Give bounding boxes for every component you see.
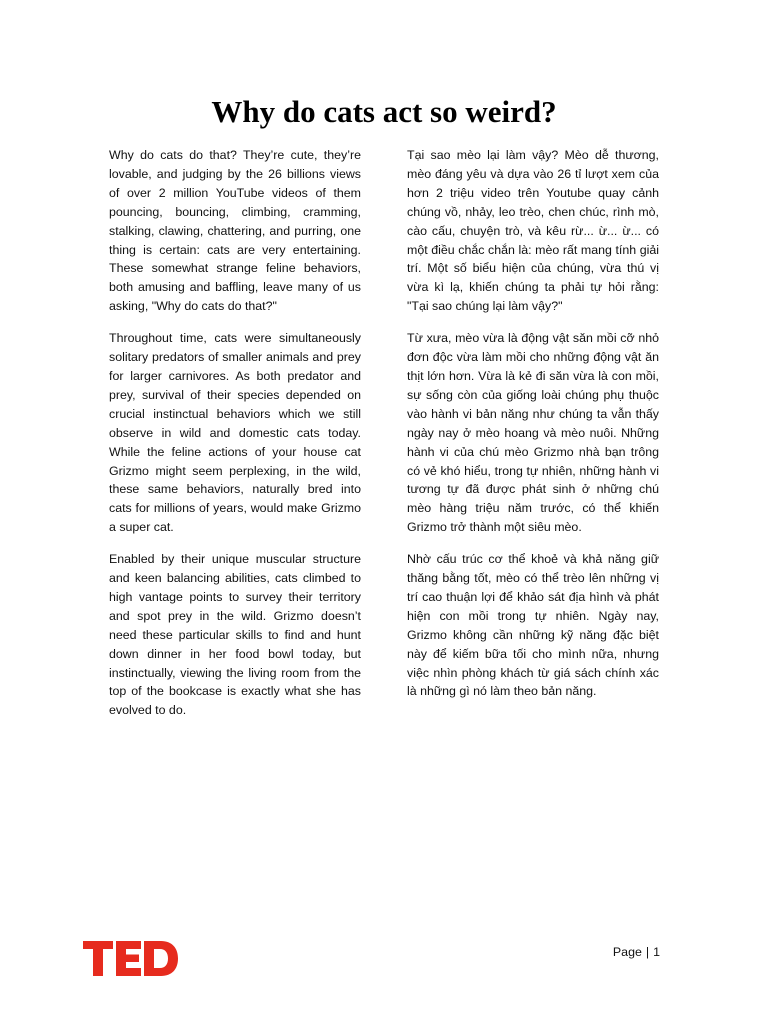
vietnamese-paragraph-1: Tại sao mèo lại làm vậy? Mèo dễ thương, mèo đáng yêu và dựa vào 26 tỉ lượt xem của hơn 2 triệu video trên Youtube quay cảnh chúng vồ, nhảy, leo trèo, chen chúc, rình mò, cào cấu, chuyện trò, và kêu rừ... ừ... ừ... có một điều chắc chắn là: mèo rất mang tính giải trí. Một số biểu hiện của chúng, vừa thú vị vừa kì lạ, khiến chúng ta phải tự hỏi rằng: "Tại sao chúng lại làm vậy?" <box>407 148 659 314</box>
english-column <box>109 146 361 733</box>
ted-logo <box>83 938 179 980</box>
vietnamese-column <box>407 146 659 714</box>
page-separator: | <box>645 945 650 959</box>
vietnamese-paragraph-3: Nhờ cấu trúc cơ thể khoẻ và khả năng giữ thăng bằng tốt, mèo có thể trèo lên những vị trí cao thuận lợi để khảo sát địa hình và phát hiện con mồi trong tự nhiên. Ngày nay, Grizmo không cần những kỹ năng đặc biệt này để kiếm bữa tối cho mình nữa, nhưng việc nhìn phòng khách từ giá sách chính xác là những gì nó làm theo bản năng. <box>407 552 659 699</box>
vietnamese-paragraph-2: Từ xưa, mèo vừa là động vật săn mồi cỡ nhỏ đơn độc vừa làm mồi cho những động vật ăn thịt lớn hơn. Vừa là kẻ đi săn vừa là con mồi, sự sống còn của giống loài chúng phụ thuộc vào hành vi bản năng như chúng ta vẫn thấy ngày nay ở mèo hoang và mèo nuôi. Những hành vi của chú mèo Grizmo nhà bạn trông có vẻ khó hiểu, trong tự nhiên, những hành vi tương tự đã được phát sinh ở những chú mèo hàng triệu năm trước, có thể khiến Grizmo trở thành một siêu mèo. <box>407 331 659 535</box>
page-number-footer <box>613 943 660 961</box>
page-number: 1 <box>653 945 660 959</box>
english-paragraph-1: Why do cats do that? They’re cute, they’re lovable, and judging by the 26 billions views of over 2 million YouTube videos of them pouncing, bouncing, climbing, cramming, stalking, clawing, chattering, and purring, one thing is certain: cats are very entertaining. These somewhat strange feline behaviors, both amusing and baffling, leave many of us asking, "Why do cats do that?" <box>109 148 361 314</box>
document-title: Why do cats act so weird? <box>211 94 557 129</box>
page-label: Page <box>612 945 642 959</box>
english-paragraph-2: Throughout time, cats were simultaneously solitary predators of smaller animals and prey for larger carnivores. As both predator and prey, survival of their species depended on crucial instinctual behaviors which we still observe in wild and domestic cats today. While the feline actions of your house cat Grizmo might seem perplexing, in the wild, these same behaviors, naturally bred into cats for millions of years, would make Grizmo a super cat. <box>109 331 361 535</box>
english-paragraph-3: Enabled by their unique muscular structure and keen balancing abilities, cats climbed to high vantage points to survey their territory and spot prey in the wild. Grizmo doesn’t need these particular skills to find and hunt down dinner in her food bowl today, but instinctually, viewing the living room from the top of the bookcase is exactly what she has evolved to do. <box>109 552 361 718</box>
